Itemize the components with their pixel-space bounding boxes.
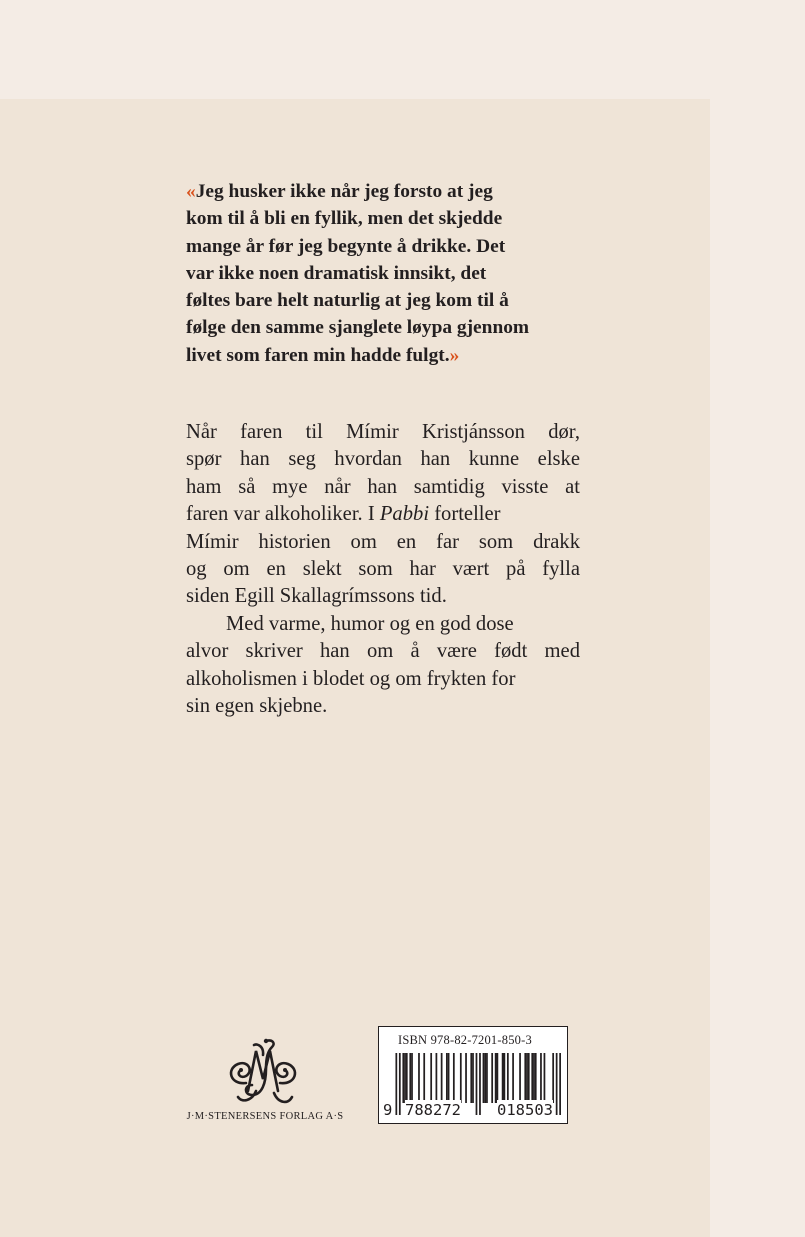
barcode-bar [526, 1053, 528, 1103]
barcode-bar [483, 1053, 485, 1103]
barcode-bar [404, 1053, 406, 1103]
blurb-line: spør han seg hvordan han kunne elske [186, 448, 580, 471]
blurb-line: alkoholismen i blodet og om frykten for [186, 667, 516, 690]
blurb-line: faren var alkoholiker. I Pabbi forteller [186, 503, 501, 526]
quote-line-1: «Jeg husker ikke når jeg forsto at jeg [186, 181, 493, 202]
blurb-line: Med varme, humor og en god dose [226, 612, 514, 635]
barcode-bar [470, 1053, 472, 1103]
blurb-line: ham så mye når han samtidig visste at [186, 475, 580, 498]
barcode-bar [552, 1053, 554, 1103]
barcode-bar [528, 1053, 530, 1103]
barcode-bar [436, 1053, 438, 1103]
barcode-bar [484, 1053, 486, 1103]
quote-line-2: kom til å bli en fyllik, men det skjedde [186, 208, 503, 230]
barcode-bar [460, 1053, 462, 1103]
barcode-bar [406, 1053, 408, 1103]
quote-line-7: livet som faren min hadde fulgt.» [186, 344, 460, 366]
blurb-line: sin egen skjebne. [186, 695, 328, 718]
barcode-bar [519, 1053, 521, 1103]
barcode-bar [409, 1053, 411, 1103]
barcode-bar [418, 1053, 420, 1103]
barcode-bar [486, 1053, 488, 1103]
blurb-text [186, 419, 606, 720]
barcode-bar [512, 1053, 514, 1103]
barcode-bar [411, 1053, 413, 1103]
barcode-bar [402, 1053, 404, 1103]
barcode-bar [453, 1053, 455, 1103]
barcode-bar [448, 1053, 450, 1103]
blurb-line: og om en slekt som har vært på fylla [186, 558, 580, 581]
book-title: Pabbi [379, 503, 430, 526]
publisher-name: J·M·STENERSENS FORLAG A·S [186, 1111, 344, 1122]
barcode-box [378, 1026, 568, 1124]
barcode-bar [540, 1053, 542, 1103]
blurb-line: Når faren til Mímir Kristjánsson dør, [186, 421, 580, 443]
isbn-text: ISBN 978-82-7201-850-3 [398, 1033, 532, 1047]
barcode-bar [465, 1053, 467, 1103]
blurb-line: Mímir historien om en far som drakk [186, 530, 580, 553]
ean-first-digit: 9 [383, 1101, 393, 1119]
ean-left-digits: 788272 [405, 1101, 461, 1119]
quote-line-6: følge den samme sjanglete løypa gjennom [186, 317, 530, 339]
barcode-bar [430, 1053, 432, 1103]
close-guillemet: » [449, 344, 460, 366]
open-guillemet: « [186, 181, 196, 202]
barcode-bar [441, 1053, 443, 1103]
blurb-line: alvor skriver han om å være født med [186, 640, 580, 663]
quote-line-5: føltes bare helt naturlig at jeg kom til å [186, 290, 509, 312]
barcode-bar [507, 1053, 509, 1103]
blurb-line: siden Egill Skallagrímssons tid. [186, 585, 447, 608]
barcode-bar [423, 1053, 425, 1103]
barcode-bar [495, 1053, 497, 1103]
barcode-bar [535, 1053, 537, 1103]
quote-line-3: mange år før jeg begynte å drikke. Det [186, 235, 506, 257]
ean-right-digits: 018503 [497, 1101, 553, 1119]
barcode-bar [533, 1053, 535, 1103]
barcode-bar [531, 1053, 533, 1103]
barcode-bar [472, 1053, 474, 1103]
barcode-bar [497, 1053, 499, 1103]
ean-digits [383, 1100, 567, 1120]
barcode-bar [504, 1053, 506, 1103]
barcode-bar [446, 1053, 448, 1103]
barcode-bar [544, 1053, 546, 1103]
quote-line-4: var ikke noen dramatisk innsikt, det [186, 262, 487, 284]
barcode-bar [491, 1053, 493, 1103]
pull-quote [186, 178, 586, 369]
jms-monogram-logo-icon [222, 1033, 304, 1111]
barcode-bar [502, 1053, 504, 1103]
barcode-bar [524, 1053, 526, 1103]
